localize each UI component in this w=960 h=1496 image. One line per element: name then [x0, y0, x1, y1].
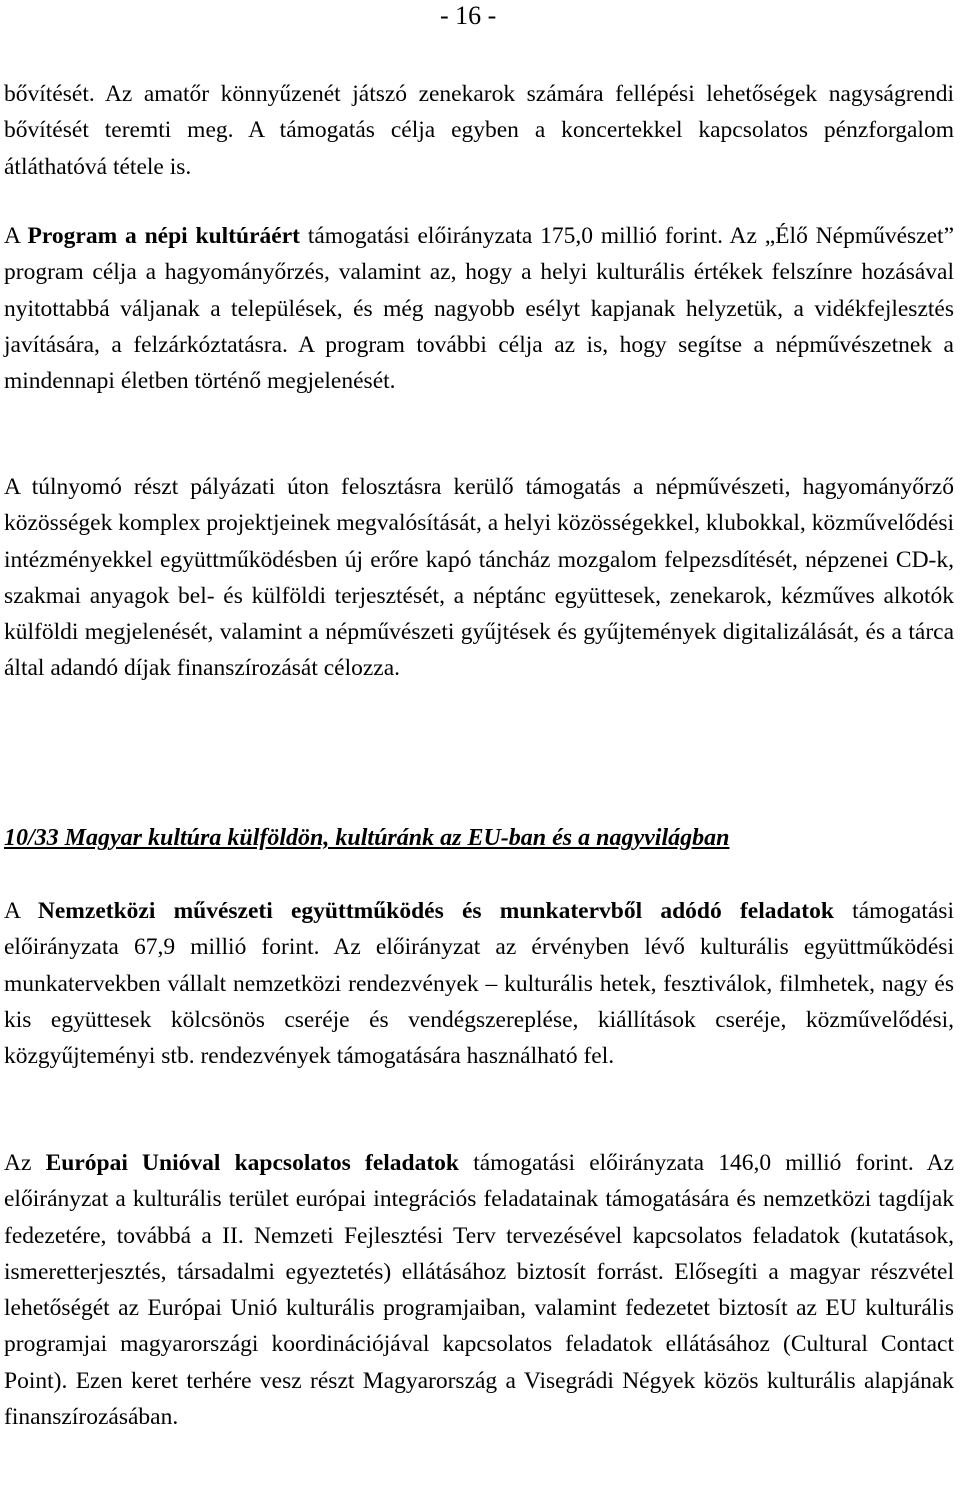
program-name-bold: Európai Unióval kapcsolatos feladatok — [45, 1150, 460, 1176]
paragraph-eu-tasks — [4, 1145, 954, 1435]
paragraph-text: támogatási előirányzata 146,0 millió forint. Az előirányzat a kulturális terület európai integrációs feladatainak támogatására és nemzetközi tagdíjak fedezetére, továbbá a II. Nemzeti Fejlesztési Terv tervezésével kapcsolatos feladatok (kutatások, ismeretterjesztés, társadalmi egyeztetés) ellátásához biztosít forrást. Elősegíti a magyar részvétel lehetőségét az Európai Unió kulturális programjaiban, valamint fedezetet biztosít az EU kulturális programjai magyarországi koordinációjával kapcsolatos feladatok ellátásához (Cultural Contact Point). Ezen keret terhére vesz részt Magyarország a Visegrádi Négyek közös kulturális alapjának finanszírozásában. — [4, 1150, 954, 1431]
program-name-bold: Nemzetközi művészeti együttműködés és munkatervből adódó feladatok — [37, 898, 834, 924]
paragraph-lead: A — [4, 223, 28, 249]
paragraph-lead: Az — [4, 1150, 46, 1176]
paragraph-support-details — [4, 469, 954, 687]
paragraph-text: bővítését. Az amatőr könnyűzenét játszó zenekarok számára fellépési lehetőségek nagyságrendi bővítését teremti meg. A támogatás célja egyben a koncertekkel kapcsolatos pénzforgalom átláthatóvá tétele is. — [4, 81, 954, 180]
paragraph-folk-program — [4, 218, 954, 399]
paragraph-text: támogatási előirányzata 175,0 millió forint. Az „Élő Népművészet” program célja a hagyományőrzés, valamint az, hogy a helyi kulturális értékek felszínre hozásával nyitottabbá váljanak a települések, és még nagyobb esélyt kapjanak helyzetük, a vidékfejlesztés javítására, a felzárkóztatásra. A program további célja az is, hogy segítse a népművészetnek a mindennapi életben történő megjelenését. — [4, 223, 954, 395]
paragraph-text: támogatási előirányzata 67,9 millió forint. Az előirányzat az érvényben lévő kulturális együttműködési munkatervekben vállalt nemzetközi rendezvények – kulturális hetek, fesztiválok, filmhetek, nagy és kis együttesek kölcsönös cseréje és vendégszereplése, kiállítások cseréje, közművelődési, közgyűjteményi stb. rendezvények támogatására használható fel. — [4, 898, 954, 1070]
paragraph-lead: A — [4, 898, 38, 924]
paragraph-text: A túlnyomó részt pályázati úton felosztásra kerülő támogatás a népművészeti, hagyományőrző közösségek komplex projektjeinek megvalósítását, a helyi közösségekkel, klubokkal, közművelődési intézményekkel együttműködésben új erőre kapó táncház mozgalom felpezsdítését, népzenei CD-k, szakmai anyagok bel- és külföldi terjesztését, a néptánc együttesek, zenekarok, kézműves alkotók külföldi megjelenését, valamint a népművészeti gyűjtések és gyűjtemények digitalizálását, és a tárca által adandó díjak finanszírozását célozza. — [4, 474, 954, 682]
page-number: - 16 - — [440, 1, 497, 30]
program-name-bold: Program a népi kultúráért — [27, 223, 300, 249]
paragraph-concerts — [4, 76, 954, 185]
section-heading: 10/33 Magyar kultúra külföldön, kultúránk az EU-ban és a nagyvilágban — [4, 825, 730, 851]
paragraph-international-cooperation — [4, 893, 954, 1074]
